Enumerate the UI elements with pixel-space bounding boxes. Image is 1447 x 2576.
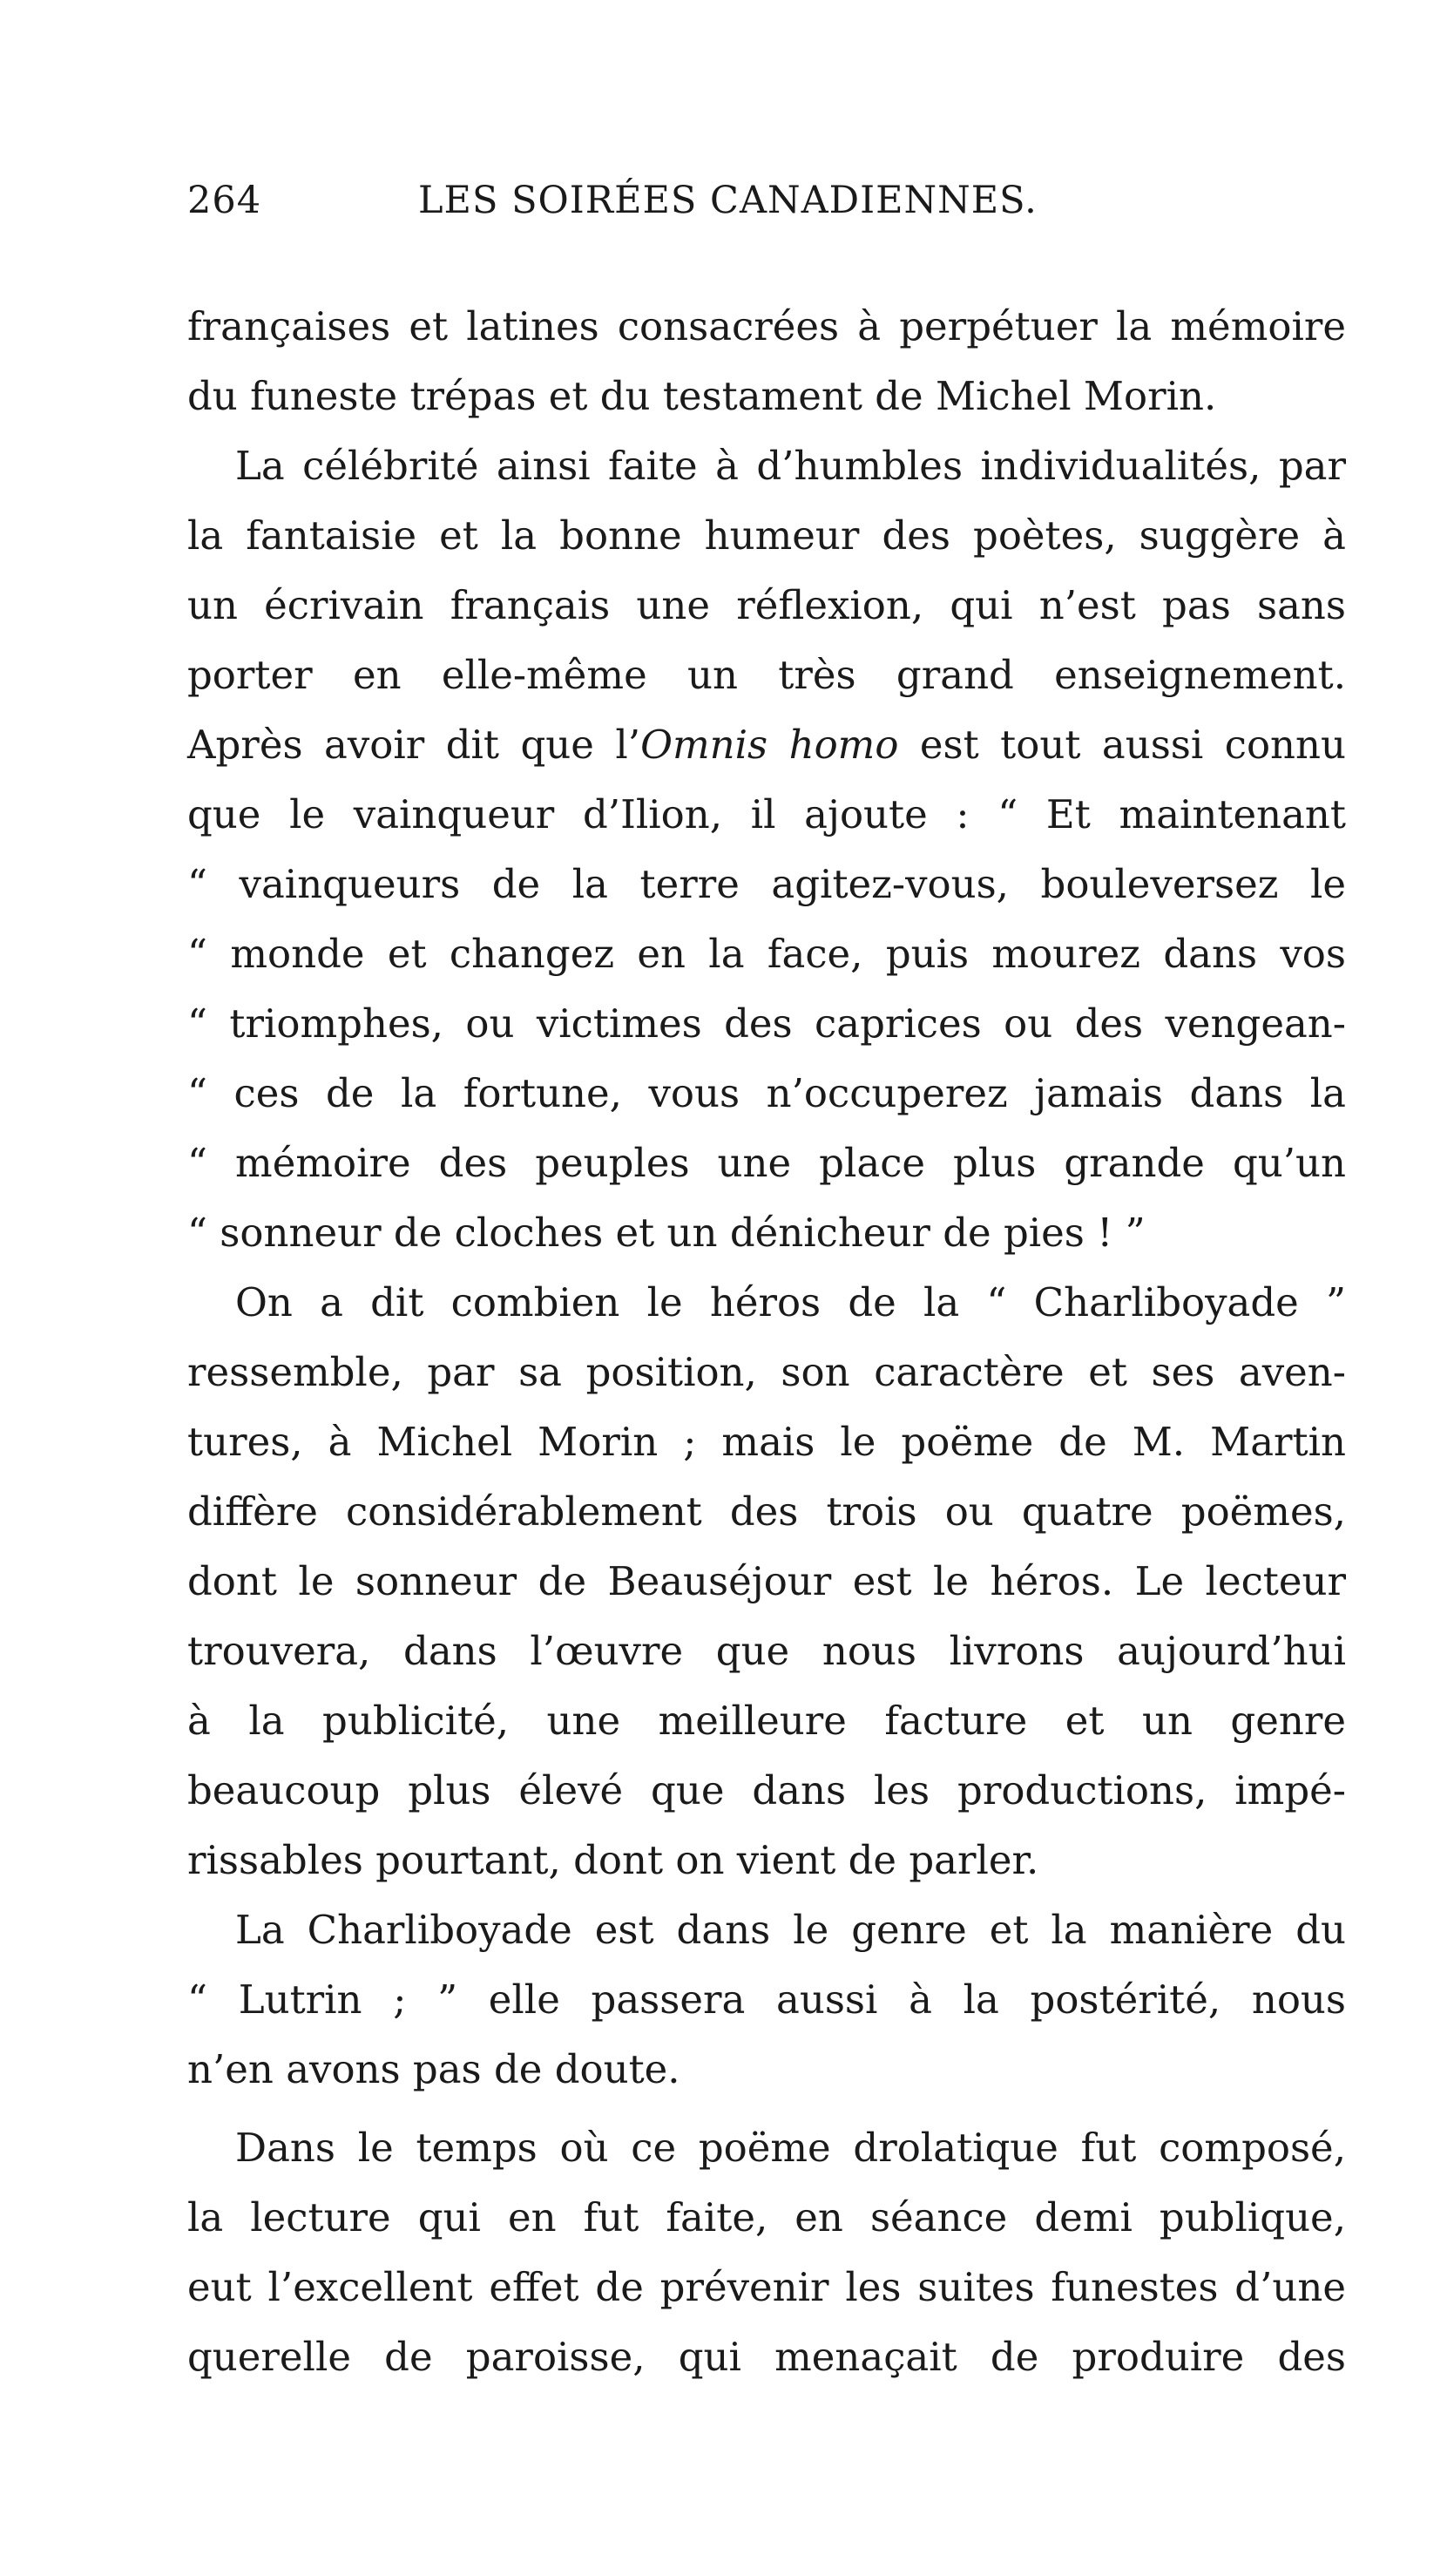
text-line: “ monde et changez en la face, puis mourez dans vos bbox=[187, 931, 1346, 977]
text-line: trouvera, dans l’œuvre que nous livrons aujourd’hui bbox=[187, 1628, 1346, 1674]
text-line: “ triomphes, ou victimes des caprices ou des vengean- bbox=[187, 1000, 1346, 1047]
text-line: du funeste trépas et du testament de Michel Morin. bbox=[187, 373, 1217, 419]
text-line: “ mémoire des peuples une place plus grande qu’un bbox=[187, 1140, 1346, 1186]
page-header bbox=[187, 179, 1320, 231]
text-line: La célébrité ainsi faite à d’humbles individualités, par bbox=[235, 443, 1346, 489]
text-line: françaises et latines consacrées à perpétuer la mémoire bbox=[187, 303, 1346, 349]
text-line: ressemble, par sa position, son caractère et ses aven- bbox=[187, 1349, 1346, 1395]
text-line: On a dit combien le héros de la “ Charliboyade ” bbox=[235, 1279, 1346, 1325]
text-segment: Après avoir dit que l’ bbox=[187, 722, 641, 768]
text-line: beaucoup plus élevé que dans les productions, impé- bbox=[187, 1767, 1346, 1813]
text-line: n’en avons pas de doute. bbox=[187, 2046, 680, 2092]
text-line: dont le sonneur de Beauséjour est le héros. Le lecteur bbox=[187, 1558, 1346, 1604]
text-line: querelle de paroisse, qui menaçait de produire des bbox=[187, 2334, 1346, 2380]
text-line: rissables pourtant, dont on vient de parler. bbox=[187, 1837, 1039, 1883]
text-line-with-italic bbox=[187, 719, 1346, 771]
text-line: porter en elle-même un très grand enseignement. bbox=[187, 652, 1346, 698]
text-segment: est tout aussi connu bbox=[898, 722, 1346, 768]
text-line: à la publicité, une meilleure facture et un genre bbox=[187, 1698, 1346, 1744]
text-line: que le vainqueur d’Ilion, il ajoute : “ Et maintenant bbox=[187, 791, 1346, 837]
page-number: 264 bbox=[187, 179, 262, 222]
running-title: LES SOIRÉES CANADIENNES. bbox=[418, 179, 1038, 222]
text-line: un écrivain français une réflexion, qui n’est pas sans bbox=[187, 582, 1346, 628]
text-line: “ vainqueurs de la terre agitez-vous, bouleversez le bbox=[187, 861, 1346, 907]
text-line: tures, à Michel Morin ; mais le poëme de M. Martin bbox=[187, 1419, 1346, 1465]
text-line: “ ces de la fortune, vous n’occuperez jamais dans la bbox=[187, 1070, 1346, 1116]
text-line: eut l’excellent effet de prévenir les suites funestes d’une bbox=[187, 2264, 1346, 2310]
text-line: diffère considérablement des trois ou quatre poëmes, bbox=[187, 1488, 1346, 1535]
text-line: la fantaisie et la bonne humeur des poètes, suggère à bbox=[187, 512, 1346, 559]
text-line: “ Lutrin ; ” elle passera aussi à la postérité, nous bbox=[187, 1976, 1346, 2023]
text-line: “ sonneur de cloches et un dénicheur de pies ! ” bbox=[187, 1210, 1146, 1256]
text-line: la lecture qui en fut faite, en séance demi publique, bbox=[187, 2194, 1346, 2240]
text-line: Dans le temps où ce poëme drolatique fut composé, bbox=[235, 2125, 1346, 2171]
italic-phrase: Omnis homo bbox=[640, 722, 899, 768]
text-line: La Charliboyade est dans le genre et la manière du bbox=[235, 1907, 1346, 1953]
